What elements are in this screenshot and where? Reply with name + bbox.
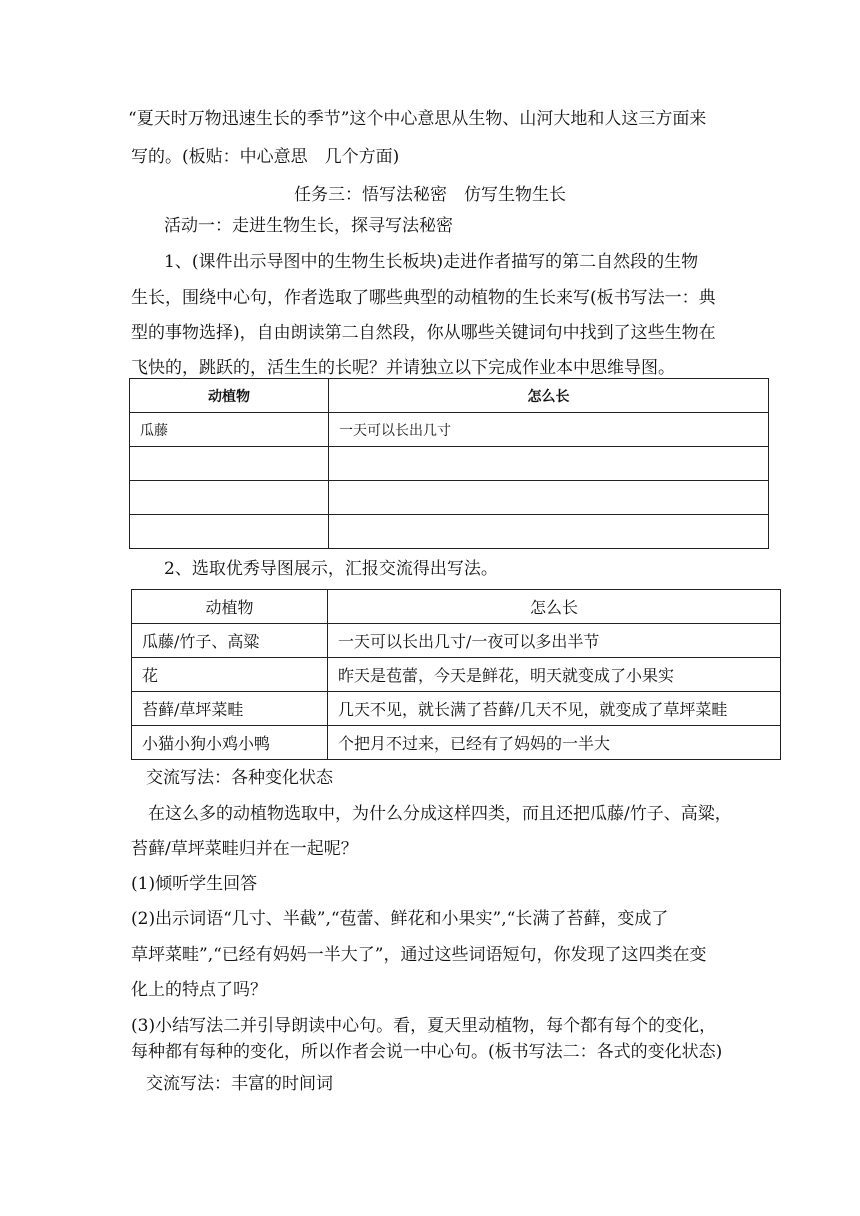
paragraph-line: 写的。(板贴：中心意思 几个方面) bbox=[131, 147, 400, 167]
paragraph-line: 生长，围绕中心句，作者选取了哪些典型的动植物的生长来写(板书写法一：典 bbox=[131, 288, 716, 308]
table-cell bbox=[329, 447, 769, 481]
activity-heading: 活动一：走进生物生长，探寻写法秘密 bbox=[164, 216, 453, 236]
growth-table-blank bbox=[129, 378, 769, 549]
paragraph-line: 交流写法：各种变化状态 bbox=[146, 768, 333, 788]
paragraph-line: 每种都有每种的变化，所以作者会说一中心句。(板书写法二：各式的变化状态) bbox=[131, 1042, 723, 1062]
table-cell: 瓜藤/竹子、高粱 bbox=[132, 624, 328, 658]
table-cell: 小猫小狗小鸡小鸭 bbox=[132, 726, 328, 760]
table-header-cell: 怎么长 bbox=[328, 590, 781, 624]
table-cell bbox=[130, 515, 329, 549]
table-header-row bbox=[132, 590, 781, 624]
table-cell bbox=[329, 481, 769, 515]
table-cell: 一天可以长出几寸 bbox=[329, 413, 769, 447]
paragraph-line: 飞快的，跳跃的，活生生的长呢？并请独立以下完成作业本中思维导图。 bbox=[131, 358, 675, 378]
table-cell: 几天不见，就长满了苔藓/几天不见，就变成了草坪菜畦 bbox=[328, 692, 781, 726]
table-row bbox=[132, 658, 781, 692]
table-cell: 瓜藤 bbox=[130, 413, 329, 447]
table-cell: 一天可以长出几寸/一夜可以多出半节 bbox=[328, 624, 781, 658]
table-header-cell: 动植物 bbox=[132, 590, 328, 624]
paragraph-line: 2、选取优秀导图展示，汇报交流得出写法。 bbox=[164, 559, 498, 579]
paragraph-line: (2)出示词语“几寸、半截”,“苞蕾、鲜花和小果实”,“长满了苔藓，变成了 bbox=[131, 909, 669, 929]
table-row bbox=[132, 692, 781, 726]
paragraph-line: 草坪菜畦”,“已经有妈妈一半大了”，通过这些词语短句，你发现了这四类在变 bbox=[131, 945, 707, 965]
paragraph-line: (3)小结写法二并引导朗读中心句。看，夏天里动植物，每个都有每个的变化， bbox=[131, 1016, 717, 1036]
table-header-cell: 怎么长 bbox=[329, 379, 769, 413]
paragraph-line: 交流写法：丰富的时间词 bbox=[146, 1074, 333, 1094]
table-cell: 昨天是苞蕾，今天是鲜花，明天就变成了小果实 bbox=[328, 658, 781, 692]
paragraph-line: 化上的特点了吗？ bbox=[131, 980, 267, 1000]
table-row bbox=[132, 726, 781, 760]
growth-table-filled bbox=[131, 589, 781, 760]
paragraph-line: “夏天时万物迅速生长的季节”这个中心意思从生物、山河大地和人这三方面来 bbox=[128, 109, 707, 129]
table-header-row bbox=[130, 379, 769, 413]
paragraph-line: 苔藓/草坪菜畦归并在一起呢？ bbox=[131, 839, 358, 859]
paragraph-line: 型的事物选择)，自由朗读第二自然段，你从哪些关键词句中找到了这些生物在 bbox=[131, 323, 716, 343]
table-cell: 花 bbox=[132, 658, 328, 692]
table-cell: 苔藓/草坪菜畦 bbox=[132, 692, 328, 726]
table-row bbox=[130, 515, 769, 549]
table-cell bbox=[130, 447, 329, 481]
table-cell: 个把月不过来，已经有了妈妈的一半大 bbox=[328, 726, 781, 760]
table-row bbox=[132, 624, 781, 658]
paragraph-line: (1)倾听学生回答 bbox=[131, 874, 258, 894]
table-row bbox=[130, 447, 769, 481]
table-header-cell: 动植物 bbox=[130, 379, 329, 413]
paragraph-line: 1、(课件出示导图中的生物生长板块)走进作者描写的第二自然段的生物 bbox=[164, 252, 699, 272]
table-row bbox=[130, 481, 769, 515]
section-heading: 任务三：悟写法秘密 仿写生物生长 bbox=[294, 185, 566, 205]
table-cell bbox=[329, 515, 769, 549]
table-cell bbox=[130, 481, 329, 515]
paragraph-line: 在这么多的动植物选取中，为什么分成这样四类，而且还把瓜藤/竹子、高粱， bbox=[148, 804, 732, 824]
table-row bbox=[130, 413, 769, 447]
